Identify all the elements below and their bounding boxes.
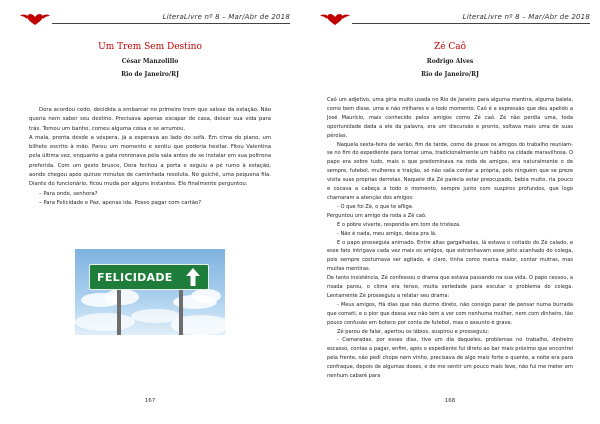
paragraph: A mala, pronta desde a véspera, já a esperava ao lado do sofá. Em cima do piano, um bilhete escrito à mão. Parou um momento e sentiu que poderia hesitar. Fitou Valentina pela última vez, enquanto a gata ronronava pela sala antes de se instalar em sua poltrona preferida. Com um gesto brusco, Dora fechou a porta e seguiu a pé rumo à estação, aonde chegou após quinze minutos de caminhada resoluta. No guichê, uma pequena fila. Diante do funcionário, ficou muda por alguns instantes. Ele finalmente perguntou: — [29, 134, 271, 188]
up-arrow-icon — [186, 268, 200, 286]
header-rule — [52, 23, 290, 24]
story-title: Zé Caô — [433, 42, 467, 52]
paragraph: E o papo prosseguia animado. Entre altas gargalhadas, lá estava o coitado do Zé calado, e esse fato intrigava cada vez mais os amigos, que estranhavam esse jeito acanhado do colega, pois sempre costumava ser agitado, e claro, tinha como marca maior, contar mutras, mas muitas mentiras. — [327, 239, 573, 273]
paragraph: – Para Felicidade e Paz, apenas ida. Posso pagar com cartão? — [39, 199, 202, 206]
paragraph: - Camaradas, por esses dias, tive um dia daqueles, problemas no trabalho, dinheiro escasso, contas a pagar, enfim, após o expediente fui direto ao bar mais próximo que encontrei pela frente, não pedi chope nem vinho, precisava de algo mais forte e quente, a noite era para confraque, depois de algumas doses, e de me sentir um pouco mais leve, não fui me meter em nenhum cabaré para — [327, 337, 573, 380]
page-header — [320, 10, 590, 28]
paragraph: - Não é nada, meu amigo, deixa pra lá. — [337, 230, 437, 237]
story-location: Rio de Janeiro/RJ — [121, 71, 179, 78]
paragraph: E o pobre viverte, respondia em tom de tristeza. — [337, 221, 461, 228]
story-author: César Manzolillo — [121, 58, 179, 65]
paragraph: - Meus amigos, Há dias que não durmo direto, não consigo parar de pensar numa burrada que cometi, e o pior que dessa vez não tem a ver com nenhuma mulher, nem com dinheiro, tão pouco confusão em boteco por conta de futebol, mas o assunto é grave. — [327, 301, 573, 326]
paragraph: Naquela sexta-feira de verão, fim de tarde, como de praxe os amigos do trabalho reuniam-se no fim do expediente para tomar uma, tradicionalmente um hábito na cidade maravilhosa. O papo era sobre tudo, mais o que predominava na roda de amigos, era naturalmente o de sempre, futebol, mulheres e traição, só não saíia contar a própria, pois ninguém que se preze visita suas próprias derrotas. Naquele dia Zé parecia estar preocupado, bebia muito, ria pouco e cocava a cabeça a todo o momento, sempre junto com suspiros profundos, que logo chamaram a atenção dos amigos: — [327, 141, 573, 201]
paragraph: - O que foi Zé, o que te aflige. — [337, 203, 414, 210]
header-rule — [352, 23, 590, 24]
story-author: Rodrigo Alves — [426, 58, 474, 65]
sign-text: FELICIDADE — [97, 271, 173, 284]
felicidade-road-sign-image — [75, 249, 225, 335]
story-body — [327, 96, 573, 381]
page-header — [20, 10, 290, 28]
page-number: 167 — [144, 398, 156, 404]
paragraph: Zé parou de falar, apertou os lábios, suspirou e prosseguiu: — [337, 328, 489, 335]
story-location: Rio de Janeiro/RJ — [421, 71, 479, 78]
road-sign — [89, 264, 209, 290]
paragraph: Caô um adjetivo, uma gíria muito usada no Rio de Janeiro para alguma mentira, alguma balela, como bem disse, uma e não milhares e a todo momento. Caô é a expressão que deu apelido a José Maurício, mais conhecido pelos amigos como Zé caô. Zé não perdia uma, toda oportunidade dada a ele da palavra, era um discursão e pronto, soltava mais uma de suas pérolas. — [327, 97, 573, 139]
right-page — [300, 0, 600, 424]
running-title: LiteraLivre nº 8 – Mar/Abr de 2018 — [162, 13, 290, 21]
paragraph: Dora acordou cedo, decidida a embarcar no primeiro trem que saísse da estação. Não queria nem saber seu destino. Precisava apenas escapar de casa, deixar sua vida para trás. Tomou um banho, comeu alguma coisa e se arrumou. — [29, 107, 271, 132]
story-title: Um Trem Sem Destino — [98, 42, 202, 52]
page-number: 168 — [444, 398, 456, 404]
paragraph: De tanto insistência, Zé confessou o drama que estava passando na sua vida. O papo cessou, a risada parou, o clima era tenso, muita seriedade para escutar o problema do colega. Lentamente Zé prosseguiu a relatar seu drama: — [327, 275, 573, 299]
story-body — [29, 106, 271, 208]
running-title: LiteraLivre nº 8 – Mar/Abr de 2018 — [462, 13, 590, 21]
paragraph: – Para onde, senhora? — [39, 190, 98, 197]
paragraph: Perguntou um amigo da roda a Zé caô. — [327, 212, 427, 219]
